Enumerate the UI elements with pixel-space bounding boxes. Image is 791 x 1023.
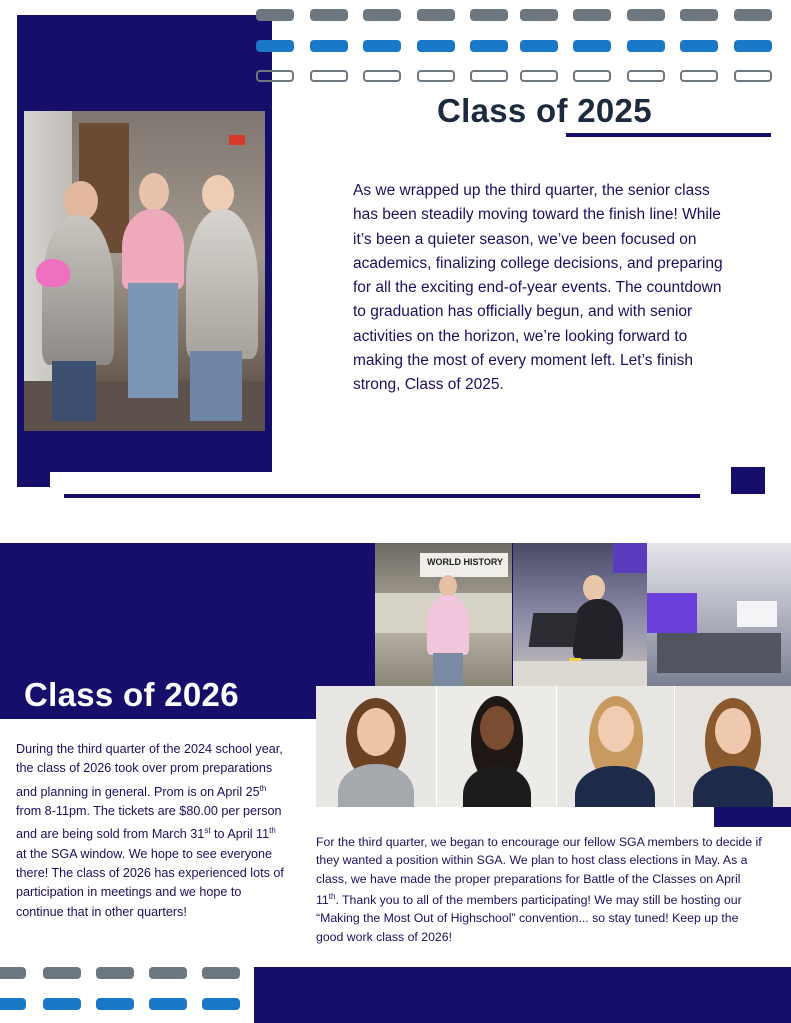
portrait-4: [675, 686, 791, 807]
portrait-2: [437, 686, 556, 807]
top-navy-panel-tab: [17, 470, 50, 487]
world-history-sign: WORLD HISTORY: [427, 557, 503, 567]
portrait-3: [557, 686, 674, 807]
class-2026-left-paragraph: During the third quarter of the 2024 school year, the class of 2026 took over prom preparations and planning in general. Prom is on April 25th from 8-11pm. The tickets are $80.00 per person and are being sold from March 31st to April 11th at the SGA window. We hope to see everyone there! The class of 2026 has experienced lots of participation in meetings and we hope to continue that in other quarters!: [16, 742, 284, 919]
class-2025-paragraph: As we wrapped up the third quarter, the senior class has been steadily moving toward the finish line! While it’s been a quieter season, we’ve been focused on academics, finalizing college decisions, and preparing for all the exciting end-of-year events. The countdown to graduation has officially begun, and with senior activities on the horizon, we’re looking forward to making the most of every moment left. Let’s finish strong, Class of 2025.: [353, 182, 723, 394]
class-2025-title: Class of 2025: [437, 92, 652, 129]
top-divider-line: [64, 494, 700, 498]
title-underline: [566, 133, 771, 137]
classroom-photo-laptop: [513, 543, 647, 686]
portrait-1: [316, 686, 436, 807]
portrait-corner-block: [714, 807, 791, 827]
classroom-photo-teacher: [375, 543, 512, 686]
top-navy-square: [731, 467, 765, 494]
bottom-navy-footer-block: [254, 967, 791, 1023]
classroom-photo-room: [647, 543, 791, 686]
class-2026-right-paragraph: For the third quarter, we began to encourage our fellow SGA members to decide if they wanted a position within SGA. We plan to host class elections in May. As a class, we have made the proper preparations for Battle of the Classes on April 11th. Thank you to all of the members participating! We may still be hosting our “Making the Most Out of Highschool” convention... so stay tuned! Keep up the good work class of 2026!: [316, 835, 762, 944]
seniors-photo: [24, 111, 265, 431]
class-2026-title: Class of 2026: [24, 676, 239, 713]
